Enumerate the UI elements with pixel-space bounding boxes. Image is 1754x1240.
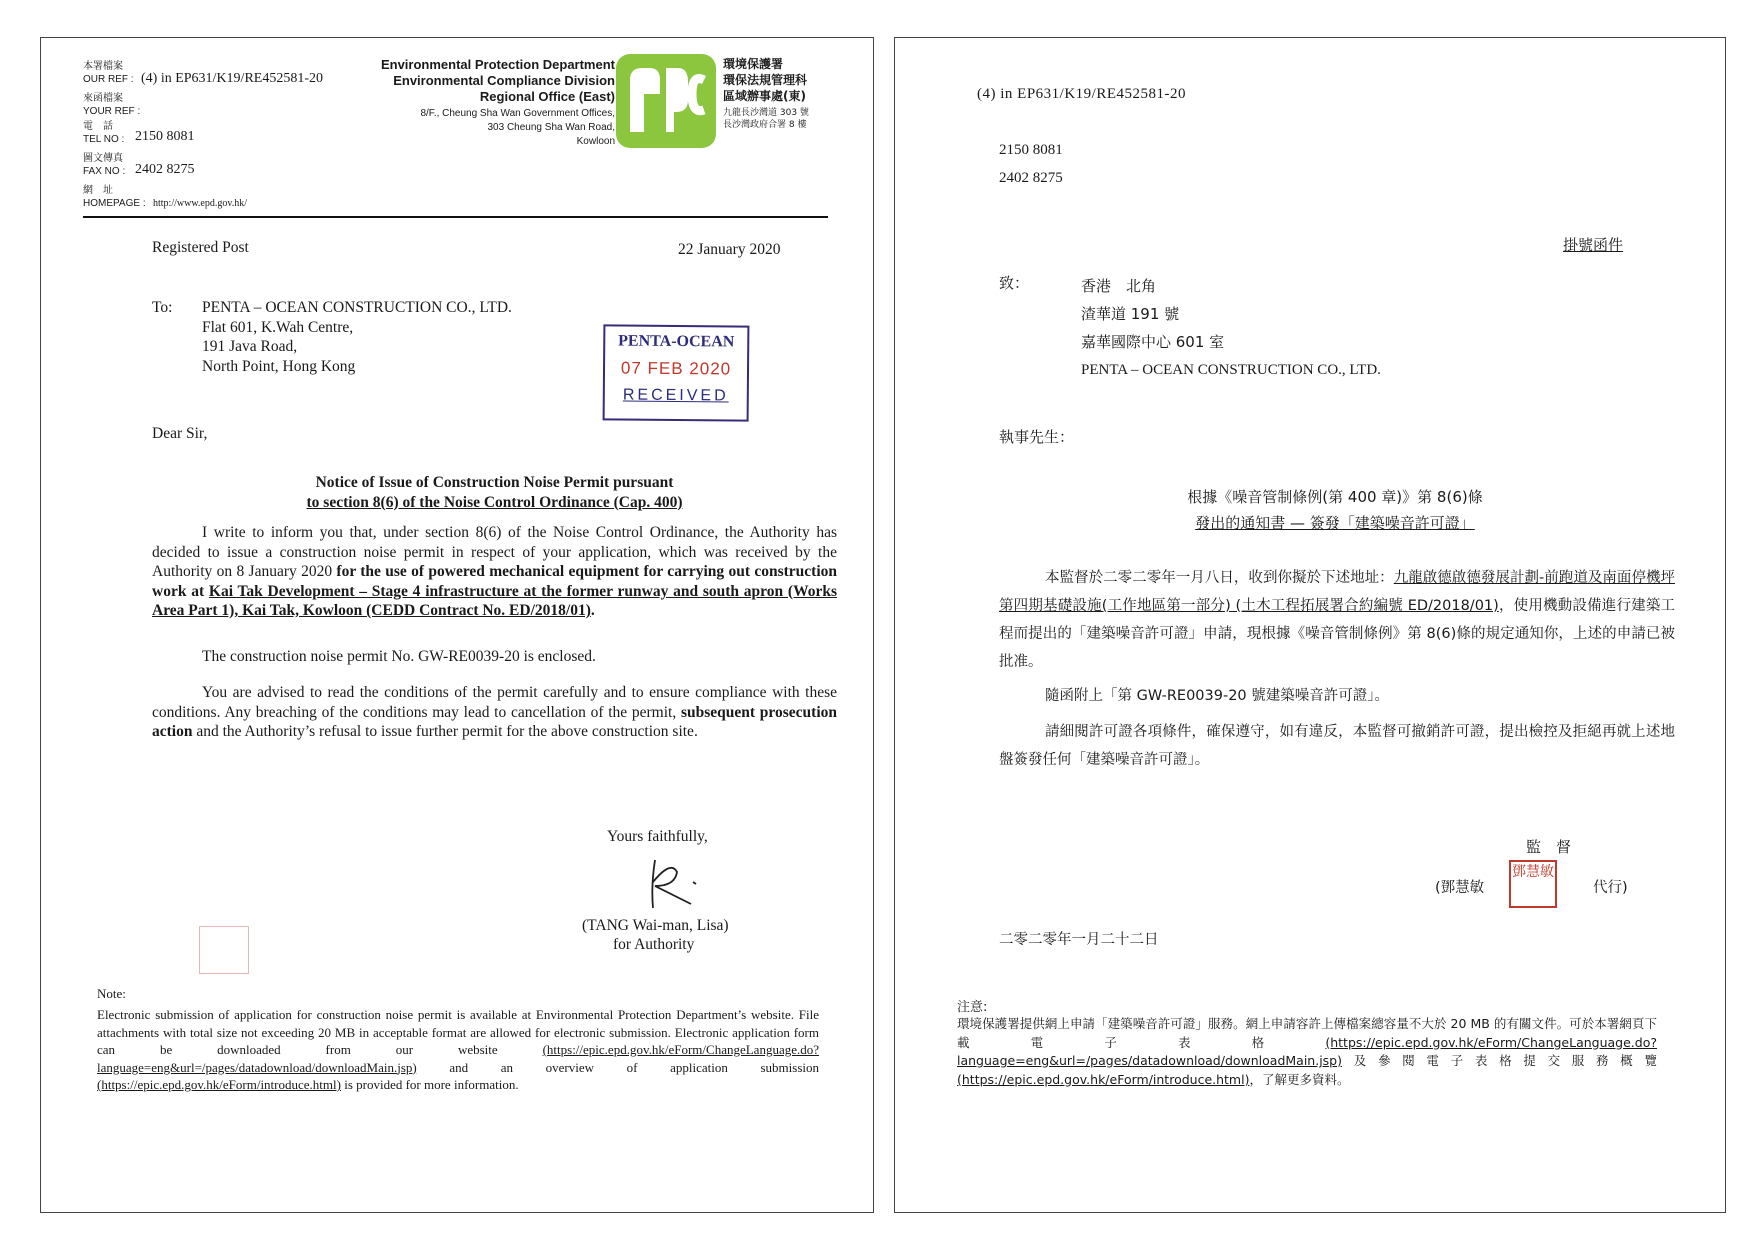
tel-number: 2150 8081 [135,129,195,144]
subject-line-2: 發出的通知書 — 簽發「建築噪音許可證」 [1195,514,1475,532]
paragraph-3 [152,683,837,742]
signatory-name: (TANG Wai-man, Lisa) [582,917,729,934]
paragraph-3: 請細閱許可證各項條件，確保遵守，如有違反，本監督可撤銷許可證，提出檢控及拒絕再就上述地盤簽發任何「建築噪音許可證」。 [999,724,1675,768]
note-mid: and an overview of application submission [416,1059,819,1075]
note-link-download[interactable]: (https://epic.epd.gov.hk/eForm/ChangeLanguage.do?language=eng&url=/pages/datadownload/downloadMain.jsp) [97,1042,819,1075]
note-link-download[interactable]: (https://epic.epd.gov.hk/eForm/ChangeLanguage.do?language=eng&url=/pages/datadownload/downloadMain.jsp) [957,1034,1657,1068]
p1-site: Kai Tak Development – Stage 4 infrastructure at the former runway and south apron (Works Area Part 1), Kai Tak, Kowloon (CEDD Contract No. ED/2018/01) [152,582,837,619]
our-ref-label: 本署檔案 OUR REF : [83,61,134,85]
fax-number: 2402 8275 [135,162,195,177]
note-end: ，了解更多資料。 [1249,1071,1350,1087]
signature [641,856,701,912]
p1-text: I write to inform you that, under section 8(6) of the Noise Control Ordinance, the Authority has decided to issue a construction noise permit in respect of your application, which was received by the Authority on 8 January 2020 [152,524,837,580]
p1-end: ，使用機動設備進行建築工程而提出的「建築噪音許可證」申請，現根據《噪音管制條例》第 8(6)條的規定通知你，上述的申請已被批准。 [999,598,1675,670]
paragraph-2: 隨函附上「第 GW-RE0039-20 號建築噪音許可證」。 [1045,688,1390,704]
note-label: Note: [97,986,126,1001]
p3-text: You are advised to read the conditions of the permit carefully and to ensure compliance with these conditions. Any breaching of the conditions may lead to cancellation of the permit, [152,684,837,721]
p1-site: 九龍啟德啟德發展計劃-前跑道及南面停機坪第四期基礎設施(工作地區第一部分) (土木工程拓展署合約編號 ED/2018/01) [999,570,1676,614]
address-line: 香港 北角 [1081,277,1157,295]
closing: Yours faithfully, [607,828,708,845]
p3-end: and the Authority’s refusal to issue further permit for the above construction site. [192,723,698,740]
addressee-line: North Point, Hong Kong [202,357,356,375]
office-addr3: Kowloon [576,136,615,147]
signatory-title: 監 督 [1526,838,1572,856]
note-mid: 及參閱電子表格提交服務概覽 [1342,1053,1657,1068]
dept-name: Environmental Protection Department [380,57,615,72]
address-line: 渣華道 191 號 [1081,305,1180,323]
your-ref-label: 來函檔案 YOUR REF : [83,93,141,117]
paragraph-1 [152,523,837,621]
letter-page-english [40,37,874,1213]
p1-end: . [590,602,595,619]
division-name: Environmental Compliance Division [393,73,615,88]
fax-number: 2402 8275 [999,170,1063,186]
office-block-cn [723,56,809,131]
note-end: is provided for more information. [340,1077,519,1092]
note-body: Electronic submission of application for construction noise permit is available at Environmental Protection Department’s website. File attachments with total size not exceeding 20 MB in acceptable format are allowed for electronic submission. Electronic application form can be downloaded from our website [97,1007,819,1057]
addressee-line: PENTA – OCEAN CONSTRUCTION CO., LTD. [202,299,512,316]
faint-seal [199,926,249,974]
p1-bold: for the use of powered mechanical equipment for carrying out construction work at [152,563,837,600]
note-text [97,1006,819,1094]
epd-logo [616,54,716,148]
registered-post: Registered Post [152,239,249,256]
paragraph-1 [999,564,1675,676]
subject-heading [152,473,837,512]
our-ref: (4) in EP631/K19/RE452581-20 [141,71,323,86]
cn-regional: 區域辦事處(東) [723,89,806,103]
fax-label: 圖文傳真 FAX NO : [83,153,126,177]
ref-number: (4) in EP631/K19/RE452581-20 [977,86,1186,102]
cn-addr2: 長沙灣政府合署 8 樓 [723,120,807,130]
tel-number: 2150 8081 [999,142,1063,158]
cn-division: 環保法規管理科 [723,73,808,87]
p3-bold: subsequent prosecution action [152,703,837,740]
header-divider [83,216,828,218]
tel-label: 電 話 TEL NO : [83,121,125,145]
signatory-name: (鄧慧敏 [1435,880,1485,896]
letter-date: 二零二零年一月二十二日 [999,932,1159,948]
stamp-status: RECEIVED [622,386,729,405]
subject-line-2: to section 8(6) of the Noise Control Ordinance (Cap. 400) [306,493,683,511]
office-addr2: 303 Cheung Sha Wan Road, [487,122,615,133]
red-seal: 鄧慧敏 [1509,860,1557,908]
signatory-acting: 代行) [1593,880,1628,896]
paragraph-2: The construction noise permit No. GW-RE0039-20 is enclosed. [202,648,596,665]
stamp-company: PENTA-OCEAN [618,332,735,351]
letter-page-chinese [894,37,1726,1213]
note-body: 環境保護署提供網上申請「建築噪音許可證」服務。網上申請容許上傳檔案總容量不大於 20 MB 的有關文件。可於本署網頁下載電子表格 [957,1016,1657,1050]
address-block [1081,272,1381,384]
office-addr1: 8/F., Cheung Sha Wan Government Offices, [420,108,615,119]
regional-office: Regional Office (East) [479,89,615,104]
cn-dept: 環境保護署 [723,57,784,71]
homepage-label: 網 址 HOMEPAGE : [83,185,146,209]
address-line: 嘉華國際中心 601 室 [1081,333,1225,351]
addressee-line: Flat 601, K.Wah Centre, [202,318,354,336]
to-label: 致： [999,274,1030,292]
addressee-line: 191 Java Road, [202,338,298,355]
to-label: To: [152,299,173,316]
homepage-url[interactable]: http://www.epd.gov.hk/ [153,198,247,209]
cn-addr1: 九龍長沙灣道 303 號 [723,108,809,118]
received-stamp [603,324,750,421]
ref-block [83,60,343,210]
salutation: Dear Sir, [152,425,208,442]
note-link-overview[interactable]: (https://epic.epd.gov.hk/eForm/introduce.html) [97,1077,341,1092]
addressee-block [202,298,512,376]
note-text [957,1015,1657,1089]
office-block-en [381,57,615,149]
registered-mark: 掛號函件 [1563,236,1624,254]
salutation: 執事先生： [999,428,1075,446]
p1-text: 本監督於二零二零年一月八日，收到你擬於下述地址： [1045,570,1394,586]
subject-heading [995,484,1675,536]
subject-line-1: 根據《噪音管制條例(第 400 章)》第 8(6)條 [1187,488,1483,506]
note-link-overview[interactable]: (https://epic.epd.gov.hk/eForm/introduce.html) [957,1071,1250,1087]
letter-date: 22 January 2020 [678,241,781,258]
stamp-date: 07 FEB 2020 [620,358,732,379]
for-authority: for Authority [613,936,695,953]
note-label: 注意: [957,1000,988,1015]
subject-line-1: Notice of Issue of Construction Noise Permit pursuant [315,474,674,491]
address-line: PENTA – OCEAN CONSTRUCTION CO., LTD. [1081,362,1381,378]
